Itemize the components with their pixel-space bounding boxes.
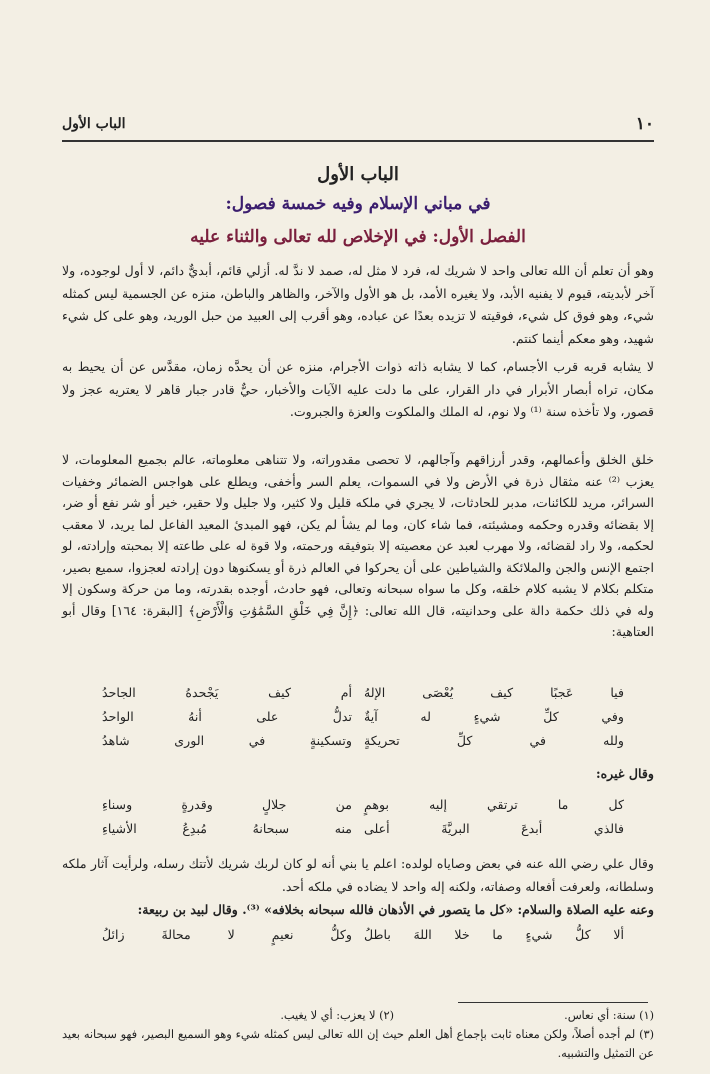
poem-line bbox=[62, 797, 654, 821]
paragraph-2: لا يشابه قربه قرب الأجسام، كما لا يشابه ذاته ذوات الأجرام، منزه عن أن يحدَّه زمان، مقدَّس عن أن يحيط به مكان، تراه أبصار الأبرار في دار القرار، على ما دلت عليه الآيات والأخبار، حيٌّ قادر جبار قاهر لا يعتريه عجز ولا قصور، ولا تأخذه سنة ⁽¹⁾ ولا نوم، له الملك والملكوت والعزة والجبروت. bbox=[62, 359, 654, 419]
poem-line bbox=[62, 709, 654, 733]
poem-hemistich: وتسكينةٍ في الورى شاهدُ bbox=[102, 733, 352, 748]
footnotes bbox=[62, 1006, 654, 1063]
poem-line bbox=[62, 821, 654, 845]
page-number: ١٠ bbox=[635, 114, 654, 134]
poem-line bbox=[62, 733, 654, 757]
chapter-title: الباب الأول bbox=[317, 164, 399, 185]
poem-hemistich: وكلُّ نعيمٍ لا محالةَ زائلُ bbox=[102, 927, 352, 942]
poem-line bbox=[62, 685, 654, 709]
footnote-3: (٣) لم أجده أصلاً، ولكن معناه ثابت بإجماع أهل العلم حيث إن الله تعالى ليس كمثله شيء وهو السميع البصير، فهو سبحانه بعيد عن التمثيل والتشبيه. bbox=[62, 1028, 654, 1060]
poem-hemistich: منه سبحانهُ مُبدِعُ الأشياءِ bbox=[102, 821, 352, 836]
footnote-2: (٢) لا يعزب: أي لا يغيب. bbox=[280, 1009, 394, 1022]
poem-hemistich: فالذي أبدعَ البريَّةَ أعلى bbox=[364, 821, 624, 836]
poem-hemistich: من جلالٍ وقدرةٍ وسناءِ bbox=[102, 797, 352, 812]
poem-hemistich: تدلُّ على أنهُ الواحدُ bbox=[102, 709, 352, 724]
page-header bbox=[62, 114, 654, 142]
poem-abu-al-atahiya bbox=[62, 685, 654, 757]
paragraph-1: وهو أن تعلم أن الله تعالى واحد لا شريك له، فرد لا مثل له، صمد لا ندَّ له. أزلي قائم، أبديٌّ دائم، لا أول لوجوده، ولا آخر لأبديته، قيوم لا يفنيه الأبد، ولا يغيره الأمد، بل هو الأول والآخر، والظاهر والباطن، منزه عن الجسمية ليس كمثله شيء، وهو فوق كل شيء، فوقيته لا تزيده بعدًا عن عباده، وهو أقرب إلى العبيد من حبل الوريد، وهو على كل شيء شهيد، وهو معكم أينما كنتم. bbox=[62, 263, 654, 346]
poem-hemistich: فيا عَجبًا كيف يُعْصَى الإلهُ bbox=[364, 685, 624, 700]
poem-hemistich: وفي كلِّ شيءٍ له آيةٌ bbox=[364, 709, 624, 724]
running-title: الباب الأول bbox=[62, 116, 126, 132]
section-title: الفصل الأول: في الإخلاص لله تعالى والثناء عليه bbox=[190, 227, 526, 247]
poem-2-intro: وقال غيره: bbox=[595, 766, 654, 781]
poem-hemistich: ألا كلُّ شيءٍ ما خلا اللهَ باطلُ bbox=[364, 927, 624, 942]
poem-hemistich: كل ما ترتقي إليه بوهمٍ bbox=[364, 797, 624, 812]
poem-3-intro: وعنه عليه الصلاة والسلام: «كل ما يتصور في الأذهان فالله سبحانه بخلافه» ⁽³⁾. وقال لبيد بن ربيعة: bbox=[137, 902, 654, 917]
chapter-subtitle: في مباني الإسلام وفيه خمسة فصول: bbox=[225, 194, 491, 214]
paragraph-3: خلق الخلق وأعمالهم، وقدر أرزاقهم وآجالهم، لا تحصى مقدوراته، ولا تتناهى معلوماته، عالم بجميع المعلومات، لا يعزب ⁽²⁾ عنه مثقال ذرة في الأرض ولا في السموات، يعلم السر وأخفى، ويطلع على هواجس الضمائر وخفيات السرائر، مريد للكائنات، مدبر للحادثات، لا يجري في ملكه قليل ولا كثير، ولا جليل ولا حقير، خير أو شر نفع أو ضر، إلا بقضائه وقدره وحكمه ومشيئته، فما شاء كان، وما لم يشأ لم يكن، فهو المبدئ المعيد الفاعل لما يريد، لا معقب لحكمه، ولا راد لقضائه، ولا مهرب لعبد عن معصيته إلا بتوفيقه ورحمته، ولا قوة له على طاعته إلا بمحبته وإرادته، لو اجتمع الإنس والجن والملائكة والشياطين على أن يحركوا في العالم ذرة أو يسكنوها دون إرادته لعجزوا، سميع بصير، متكلم بكلام لا يشبه كلام خلقه، وكل ما سواه سبحانه وتعالى، فهو حادث، أوجده بقدرته، وما من حركة وسكون إلا وله في ذلك حكمة دالة على وحدانيته، قال الله تعالى: ﴿إِنَّ فِي خَلْقِ السَّمَٰوَٰتِ وَالْأَرْضِ﴾ [البقرة: ١٦٤] وقال أبو العتاهية: bbox=[62, 452, 655, 639]
paragraph-4: وقال علي رضي الله عنه في بعض وصاياه لولده: اعلم يا بني أنه لو كان لربك شريك لأتتك رسله، ولرأيت آثار ملكه وسلطانه، ولعرفت أفعاله وصفاته، ولكنه إله واحد لا يضاده في ملكه أحد. bbox=[62, 856, 654, 894]
poem-labid bbox=[62, 927, 654, 951]
poem-other bbox=[62, 797, 654, 845]
poem-hemistich: أم كيف يَجْحدهُ الجاحدُ bbox=[102, 685, 352, 700]
poem-line bbox=[62, 927, 654, 951]
footnote-divider bbox=[458, 1002, 648, 1003]
footnote-row bbox=[62, 1006, 654, 1025]
footnote-1: (١) سنة: أي نعاس. bbox=[564, 1009, 654, 1022]
poem-hemistich: ولله في كلِّ تحريكةٍ bbox=[364, 733, 624, 748]
